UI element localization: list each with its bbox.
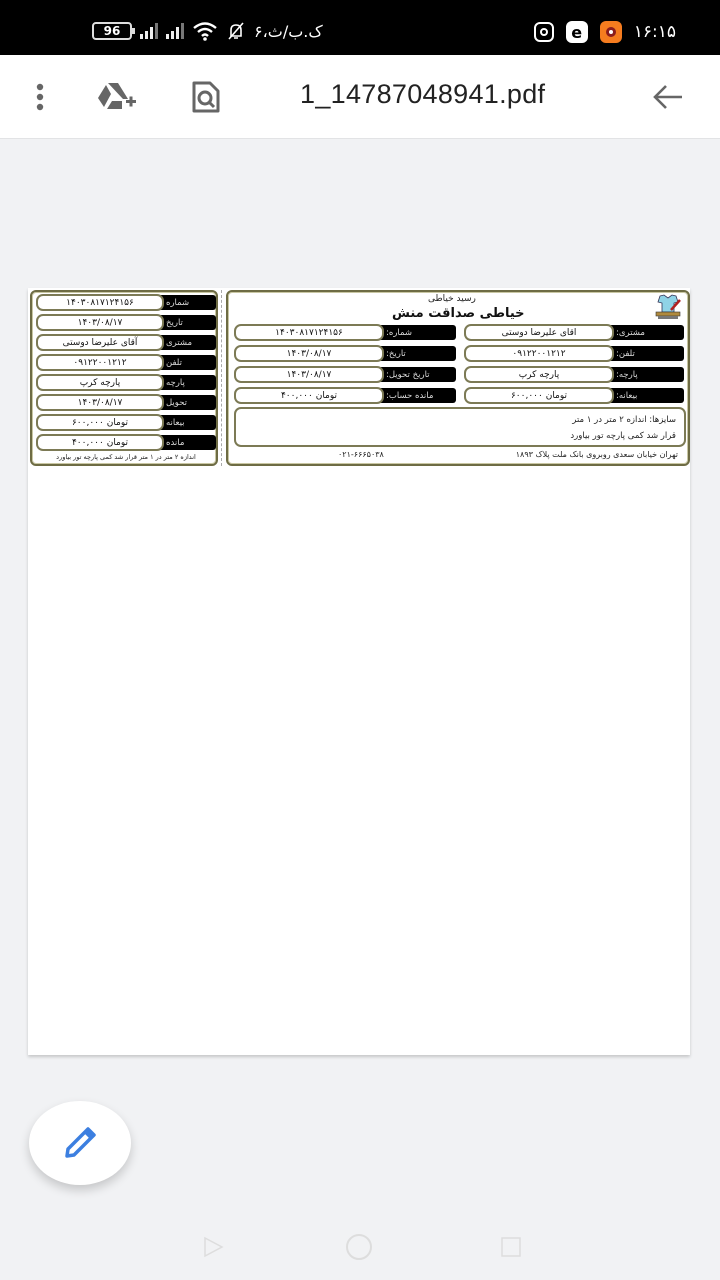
field-row — [464, 366, 684, 383]
field-label: تاریخ تحویل: — [376, 367, 456, 382]
field-row — [234, 324, 456, 341]
stub-label: مشتری — [156, 335, 216, 350]
stub-note: اندازه ۲ متر در ۱ متر قرار شد کمی پارچه تور بیاورد — [56, 453, 196, 461]
field-label: پارچه: — [606, 367, 684, 382]
nav-recents-button[interactable] — [496, 1232, 526, 1262]
pdf-page[interactable] — [28, 288, 690, 1055]
stub-value: پارچه کرپ — [36, 374, 164, 391]
stub-label: تحویل — [156, 395, 216, 410]
stub-label: مانده — [156, 435, 216, 450]
stub-value: ۱۴۰۳/۰۸/۱۷ — [36, 314, 164, 331]
field-row — [464, 345, 684, 362]
pencil-icon — [62, 1125, 98, 1161]
shop-address: تهران خیابان سعدی روبروی بانک ملت پلاک ۱۸۹۳ — [515, 450, 678, 459]
field-value: ۰۹۱۲۲۰۰۱۲۱۲ — [464, 345, 614, 362]
shop-logo-icon — [654, 294, 682, 320]
find-in-page-button[interactable] — [184, 75, 228, 119]
shop-phone: ۰۲۱-۶۶۶۵۰۳۸ — [338, 450, 384, 459]
note-line: سایزها: اندازه ۲ متر در ۱ متر — [572, 415, 676, 425]
stub-row — [36, 394, 216, 411]
instagram-icon — [534, 22, 554, 42]
field-row — [464, 387, 684, 404]
drive-add-icon — [96, 81, 138, 113]
stub-row — [36, 354, 216, 371]
stub-label: بیعانه — [156, 415, 216, 430]
add-to-drive-button[interactable] — [95, 75, 139, 119]
find-in-page-icon — [191, 80, 221, 114]
stub-row — [36, 374, 216, 391]
field-value: پارچه کرپ — [464, 366, 614, 383]
field-value: ۱۴۰۳/۰۸/۱۷ — [234, 366, 384, 383]
clock: ۱۶:۱۵ — [633, 22, 676, 42]
nav-home-button[interactable] — [344, 1232, 374, 1262]
stub-row — [36, 294, 216, 311]
field-value: ۱۴۰۳/۰۸/۱۷ — [234, 345, 384, 362]
signal-icon — [140, 23, 158, 39]
stub-row — [36, 334, 216, 351]
back-triangle-icon — [201, 1235, 225, 1259]
field-value: ۴۰۰,۰۰۰ تومان — [234, 387, 384, 404]
system-nav-bar — [0, 1215, 720, 1280]
status-bar — [0, 0, 720, 55]
wifi-icon — [192, 21, 218, 41]
stub-value: ۰۹۱۲۲۰۰۱۲۱۲ — [36, 354, 164, 371]
back-arrow-icon — [652, 84, 684, 110]
bell-off-icon — [226, 21, 246, 41]
nav-back-button[interactable] — [198, 1232, 228, 1262]
stub-value: آقای علیرضا دوستی — [36, 334, 164, 351]
stub-row — [36, 434, 216, 451]
note-line: قرار شد کمی پارچه تور بیاورد — [570, 431, 676, 441]
field-label: بیعانه: — [606, 388, 684, 403]
battery-level: 96 — [103, 24, 121, 38]
shop-name: خیاطی صداقت منش — [392, 306, 525, 321]
stub-label: پارچه — [156, 375, 216, 390]
e-app-icon: e — [566, 21, 588, 43]
stub-value: ۶۰۰,۰۰۰ تومان — [36, 414, 164, 431]
receipt-main — [226, 290, 690, 466]
battery-icon — [92, 22, 132, 40]
back-button[interactable] — [646, 75, 690, 119]
notes-box — [234, 407, 686, 447]
stub-label: شماره — [156, 295, 216, 310]
stub-value: ۱۴۰۳/۰۸/۱۷ — [36, 394, 164, 411]
field-row — [464, 324, 684, 341]
stub-value: ۱۴۰۳۰۸۱۷۱۲۴۱۵۶ — [36, 294, 164, 311]
field-label: تاریخ: — [376, 346, 456, 361]
recents-square-icon — [499, 1235, 523, 1259]
field-label: تلفن: — [606, 346, 684, 361]
edit-fab-button[interactable] — [29, 1101, 131, 1185]
field-row — [234, 345, 456, 362]
pdf-viewer-toolbar — [0, 55, 720, 139]
stub-label: تاریخ — [156, 315, 216, 330]
more-options-button[interactable] — [18, 75, 62, 119]
document-title: 1_14787048941.pdf — [300, 79, 546, 109]
receipt-subtitle: رسید خیاطی — [428, 294, 476, 304]
field-value: ۶۰۰,۰۰۰ تومان — [464, 387, 614, 404]
stub-row — [36, 414, 216, 431]
field-value: اقای علیرضا دوستی — [464, 324, 614, 341]
field-label: شماره: — [376, 325, 456, 340]
field-label: مشتری: — [606, 325, 684, 340]
stub-value: ۴۰۰,۰۰۰ تومان — [36, 434, 164, 451]
camera-app-icon — [600, 21, 622, 43]
field-row — [234, 387, 456, 404]
receipt-stub — [30, 290, 218, 466]
field-value: ۱۴۰۳۰۸۱۷۱۲۴۱۵۶ — [234, 324, 384, 341]
signal-icon — [166, 23, 184, 39]
field-row — [234, 366, 456, 383]
perforation-line — [221, 290, 222, 466]
stub-row — [36, 314, 216, 331]
carrier-text: ۶،ک.ب/ث — [254, 21, 323, 41]
stub-label: تلفن — [156, 355, 216, 370]
home-circle-icon — [344, 1232, 374, 1262]
field-label: مانده حساب: — [376, 388, 456, 403]
more-vert-icon — [35, 83, 45, 111]
